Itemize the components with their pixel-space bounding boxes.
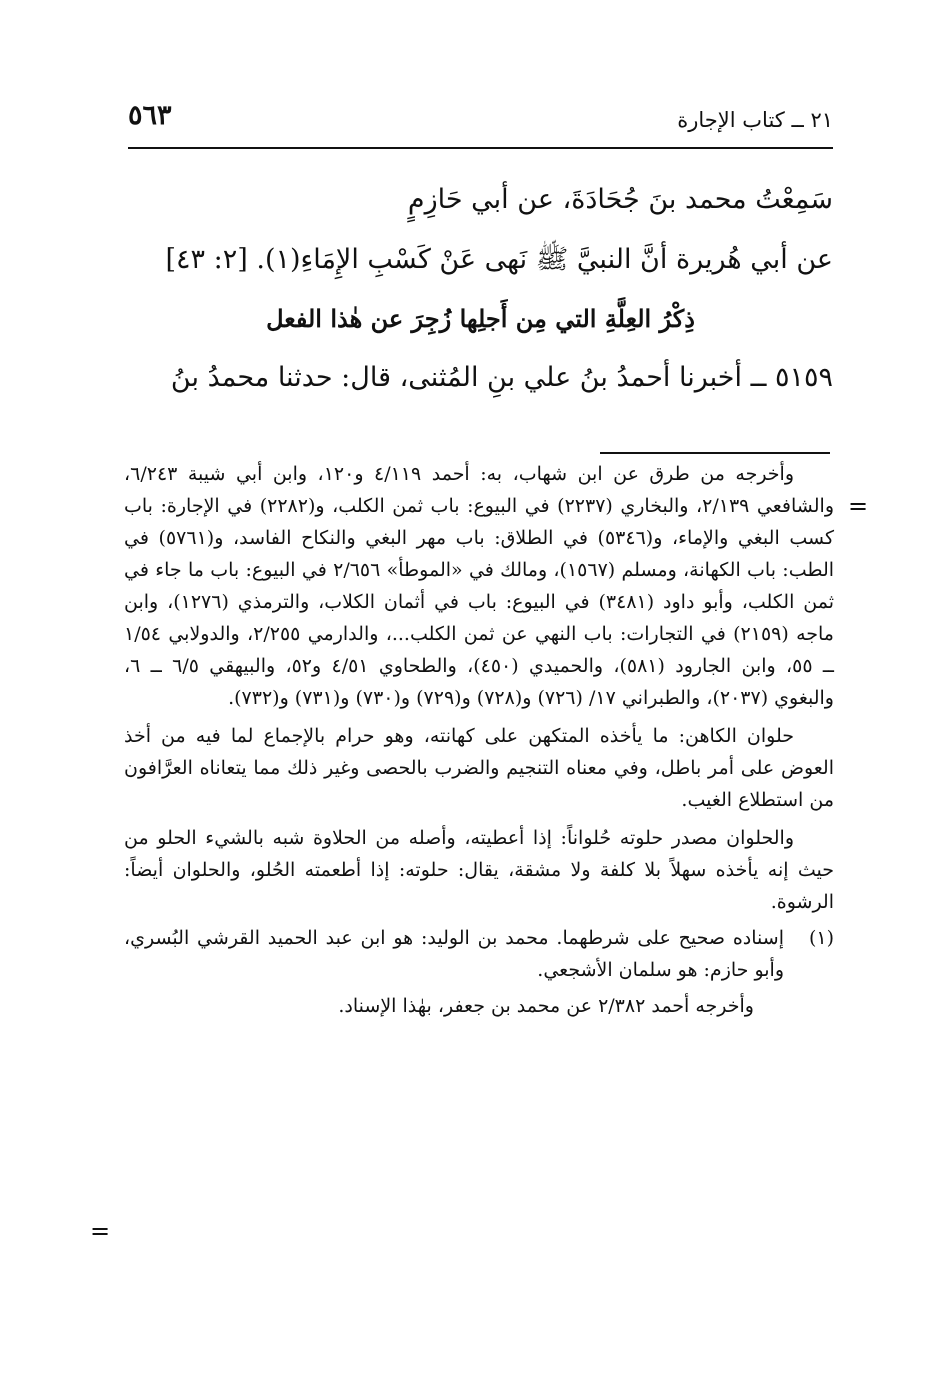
footnote-hulwan-definition: والحلوان مصدر حلوته حُلواناً: إذا أعطيته، وأصله من الحلاوة شبه بالشيء الحلو من حيث إنه يأخذه سهلاً بلا كلفة ولا مشقة، يقال: حلوته: إذا أطعمته الحُلو، والحلوان أيضاً: الرشوة.	[124, 827, 834, 913]
footnote-1-marker: (١)	[808, 927, 834, 949]
footnote-takhrij: وأخرجه من طرق عن ابن شهاب، به: أحمد ٤/١١٩ و١٢٠، وابن أبي شيبة ٦/٢٤٣، والشافعي ٢/١٣٩، والبخاري (٢٢٣٧) في البيوع: باب ثمن الكلب، و(٢٢٨٢) في الإجارة: باب كسب البغي والإماء، و(٥٣٤٦) في الطلاق: باب مهر البغي والنكاح الفاسد، و(٥٧٦١) في الطب: باب الكهانة، ومسلم (١٥٦٧)، ومالك في «الموطأ» ٢/٦٥٦ في البيوع: باب ما جاء في ثمن الكلب، وأبو داود (٣٤٨١) في البيوع: باب في أثمان الكلاب، والترمذي (١٢٧٦)، وابن ماجه (٢١٥٩) في التجارات: باب النهي عن ثمن الكلب...، والدارمي ٢/٢٥٥، والدولابي ١/٥٤ ــ ٥٥، وابن الجارود (٥٨١)، والحميدي (٤٥٠)، والطحاوي ٤/٥١ و٥٢، والبيهقي ٦/٥ ــ ٦، والبغوي (٢٠٣٧)، والطبراني ١٧/ (٧٢٦) و(٧٢٨) و(٧٢٩) و(٧٣٠) و(٧٣١) و(٧٣٢).	[124, 463, 835, 709]
page-header	[128, 96, 833, 146]
main-text-line: عن أبي هُريرة أنَّ النبيَّ ﷺ نَهى عَنْ كَسْبِ الإِمَاءِ(١). [٢: ٤٣]	[165, 244, 833, 275]
main-text-line: سَمِعْتُ محمد بنَ جُحَادَةَ، عن أبي حَازِمٍ	[407, 184, 833, 215]
main-text	[128, 170, 833, 408]
continuation-mark-icon: =	[848, 492, 869, 520]
footnote-separator	[600, 452, 830, 454]
running-title: ٢١ ــ كتاب الإجارة	[677, 108, 833, 132]
footnotes	[124, 458, 834, 1022]
header-rule	[128, 147, 833, 149]
continuation-mark-icon: =	[90, 1217, 111, 1245]
footnote-1-takhrij: وأخرجه أحمد ٢/٣٨٢ عن محمد بن جعفر، بهٰذا الإسناد.	[338, 995, 754, 1017]
footnote-1	[124, 922, 834, 986]
footnote-hulwan-kahin: حلوان الكاهن: ما يأخذه المتكهن على كهانته، وهو حرام بالإجماع لما فيه من أخذ العوض على أمر باطل، وفي معناه التنجيم والضرب بالحصى وغير ذلك مما يتعاناه العرَّافون من استطلاع الغيب.	[124, 725, 834, 811]
footnote-1-text: إسناده صحيح على شرطهما. محمد بن الوليد: هو ابن عبد الحميد القرشي البُسري، وأبو حازم: هو سلمان الأشجعي.	[124, 927, 784, 981]
main-text-line: ٥١٥٩ ــ أخبرنا أحمدُ بنُ علي بنِ المُثنى، قال: حدثنا محمدُ بنُ	[170, 362, 833, 393]
page-number: ٥٦٣	[128, 100, 172, 131]
section-heading: ذِكْرُ العِلَّةِ التي مِن أَجلِها زُجِرَ عن هٰذا الفعل	[266, 304, 695, 333]
